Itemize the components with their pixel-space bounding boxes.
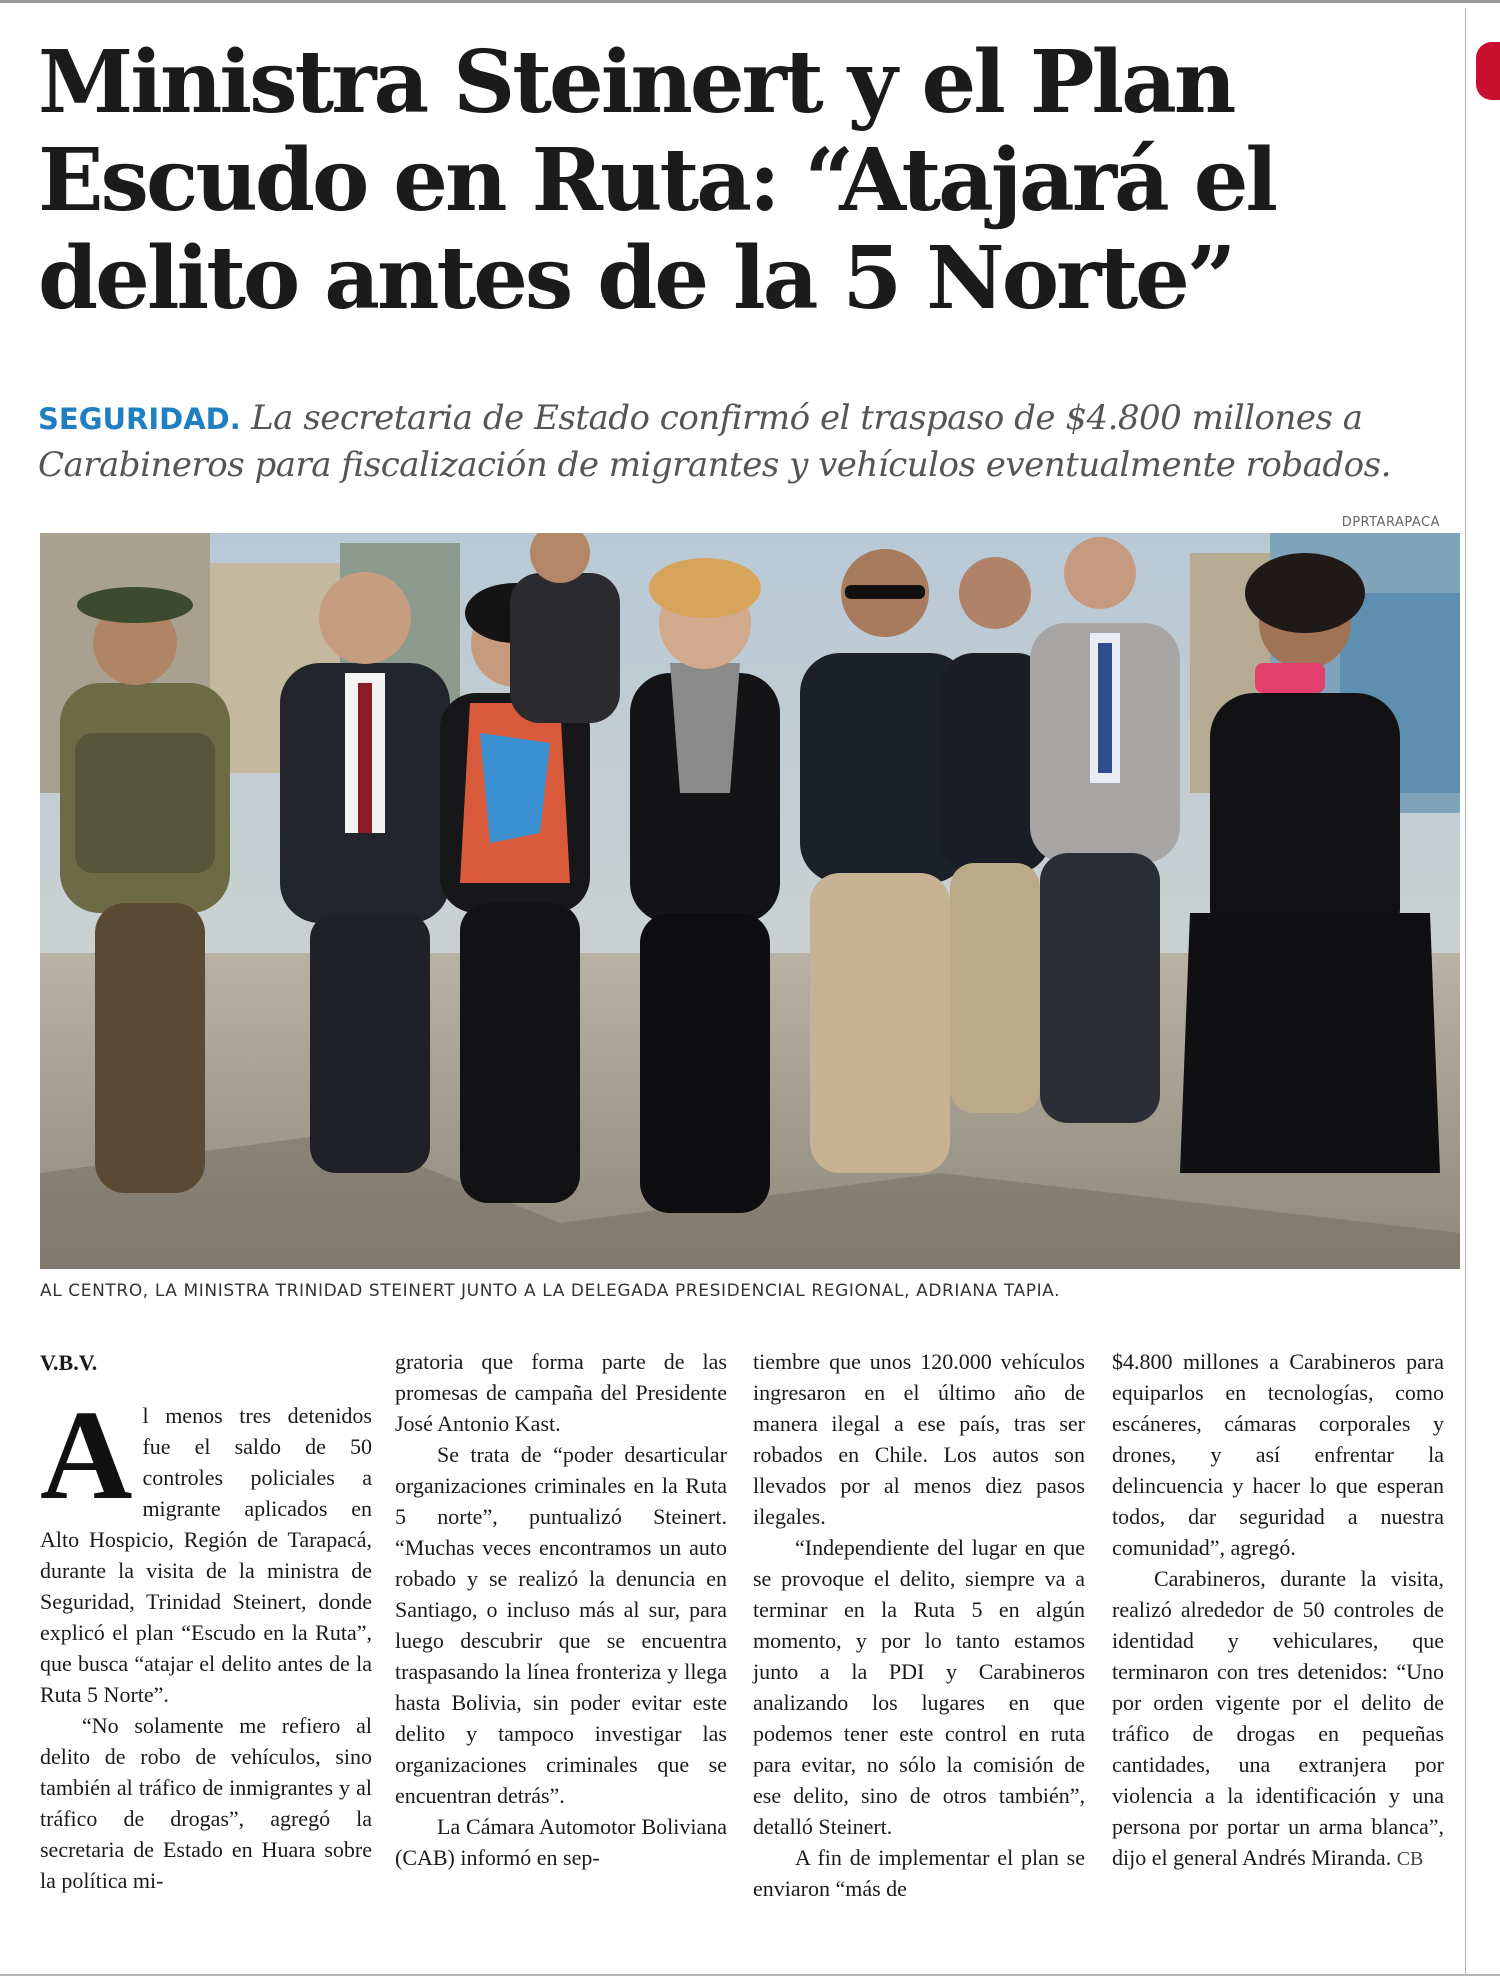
- body-column-2: [395, 1346, 727, 1873]
- byline: V.B.V.: [40, 1350, 98, 1375]
- photo-credit: DPRTARAPACA: [1341, 515, 1440, 530]
- adjacent-section-tab: [1476, 42, 1500, 100]
- paragraph-continued: gratoria que forma parte de las promesas de campaña del Presidente José Antonio Kast.: [395, 1349, 727, 1436]
- body-column-4: [1112, 1346, 1444, 1875]
- paragraph: La Cámara Automotor Boliviana (CAB) informó en sep-: [395, 1814, 727, 1870]
- news-photo: [40, 533, 1460, 1269]
- lead-paragraph: [40, 1384, 372, 1710]
- paragraph: “No solamente me refiero al delito de robo de vehículos, sino también al tráfico de inmigrantes y al tráfico de drogas”, agregó la secretaria de Estado en Huara sobre la política mi-: [40, 1713, 372, 1893]
- bottom-rule: [0, 1974, 1500, 1976]
- end-mark-icon: CB: [1396, 1848, 1424, 1870]
- paragraph-continued: tiembre que unos 120.000 vehículos ingresaron en el último año de manera ilegal a ese país, tras ser robados en Chile. Los autos son llevados por al menos diez pasos ilegales.: [753, 1349, 1085, 1529]
- paragraph-text: Carabineros, durante la visita, realizó alrededor de 50 controles de identidad y vehiculares, que terminaron con tres detenidos: “Uno por orden vigente por el delito de tráfico de drogas en pequeñas cantidades, una extranjera por violencia a la identificación y una persona por portar un arma blanca”, dijo el general Andrés Miranda.: [1112, 1566, 1444, 1870]
- adjacent-article-strip: [1476, 0, 1500, 1988]
- top-rule: [0, 0, 1500, 3]
- paragraph: Se trata de “poder desarticular organizaciones criminales en la Ruta 5 norte”, puntualizó Steinert. “Muchas veces encontramos un auto robado y se realizó la denuncia en Santiago, o incluso más al sur, para luego descubrir que se encuentra traspasando la línea fronteriza y llega hasta Bolivia, sin poder evitar este delito y tampoco investigar las organizaciones criminales que se encuentran detrás”.: [395, 1442, 727, 1808]
- photo-caption: AL CENTRO, LA MINISTRA TRINIDAD STEINERT JUNTO A LA DELEGADA PRESIDENCIAL REGIONAL, ADRIANA TAPIA.: [40, 1281, 1061, 1301]
- drop-cap: A: [40, 1384, 133, 1526]
- paragraph: A fin de implementar el plan se enviaron “más de: [753, 1845, 1085, 1901]
- body-column-3: [753, 1346, 1085, 1904]
- dek-text: La secretaria de Estado confirmó el traspaso de $4.800 millones a Carabineros para fiscalización de migrantes y vehículos eventualmente robados.: [38, 398, 1391, 485]
- dek: [38, 395, 1458, 488]
- body-column-1: [40, 1384, 372, 1896]
- section-kicker: SEGURIDAD.: [38, 402, 241, 436]
- column-divider: [1465, 8, 1466, 1976]
- paragraph-continued: $4.800 millones a Carabineros para equiparlos en tecnologías, como escáneres, cámaras corporales y drones, y así enfrentar la delincuencia y hacer lo que esperan todos, dar seguridad a nuestra comunidad”, agregó.: [1112, 1349, 1444, 1560]
- paragraph: [1112, 1563, 1444, 1875]
- lead-text: l menos tres detenidos fue el saldo de 50 controles policiales a migrante aplicados en Alto Hospicio, Región de Tarapacá, durante la visita de la ministra de Seguridad, Trinidad Steinert, donde explicó el plan “Escudo en la Ruta”, que busca “atajar el delito antes de la Ruta 5 Norte”.: [40, 1403, 372, 1707]
- headline: Ministra Steinert y el Plan Escudo en Ruta: “Atajará el delito antes de la 5 Norte”: [38, 32, 1276, 329]
- paragraph: “Independiente del lugar en que se provoque el delito, siempre va a terminar en la Ruta 5 en algún momento, y por lo tanto estamos junto a la PDI y Carabineros analizando los lugares en que podemos tener este control en ruta para evitar, no sólo la comisión de ese delito, sino de otros también”, detalló Steinert.: [753, 1535, 1085, 1839]
